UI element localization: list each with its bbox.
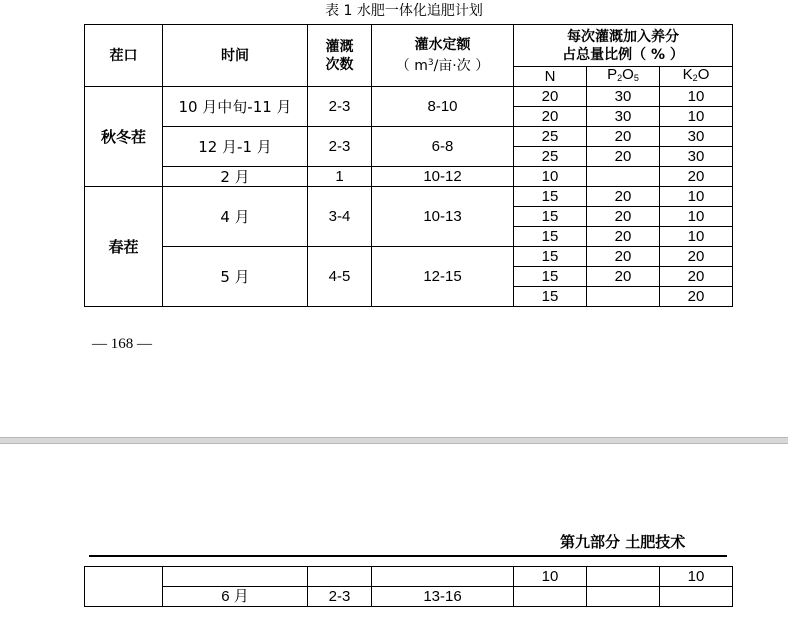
k2o-value-cell: 10	[660, 187, 733, 207]
n-value-cell: 15	[514, 187, 587, 207]
part-header: 第九部分 土肥技术	[560, 533, 686, 551]
count-cell: 2-3	[308, 127, 372, 167]
table-caption: 表 1 水肥一体化追肥计划	[325, 3, 483, 19]
n-value-cell: 20	[514, 87, 587, 107]
p2o5-value-cell: 20	[587, 127, 660, 147]
header-irrigation-count: 灌溉 次数	[308, 25, 372, 87]
time-cell: 2 月	[163, 167, 308, 187]
time-cell: 12 月-1 月	[163, 127, 308, 167]
header-stubble: 茬口	[85, 25, 163, 87]
time-cell: 5 月	[163, 247, 308, 307]
quota-cell: 6-8	[372, 127, 514, 167]
cont-cell	[372, 567, 514, 587]
header-rule	[89, 555, 727, 557]
cont-cell	[514, 587, 587, 607]
header-n: N	[514, 67, 587, 87]
n-value-cell: 15	[514, 227, 587, 247]
k2o-value-cell: 20	[660, 287, 733, 307]
quota-cell: 10-12	[372, 167, 514, 187]
stubble-cell: 春茬	[85, 187, 163, 307]
cont-cell: 2-3	[308, 587, 372, 607]
cont-cell: 10	[514, 567, 587, 587]
table-row	[85, 247, 733, 267]
k2o-value-cell: 30	[660, 147, 733, 167]
fertigation-plan-table	[84, 24, 733, 307]
header-time: 时间	[163, 25, 308, 87]
n-value-cell: 15	[514, 267, 587, 287]
cont-cell	[660, 587, 733, 607]
k2o-value-cell: 30	[660, 127, 733, 147]
page-number: — 168 —	[92, 336, 152, 352]
header-k2o: $K_2O$	[660, 67, 733, 87]
cont-cell	[85, 567, 163, 607]
n-value-cell: 15	[514, 247, 587, 267]
n-value-cell: 25	[514, 127, 587, 147]
p2o5-value-cell: 20	[587, 267, 660, 287]
k2o-value-cell: 10	[660, 87, 733, 107]
p2o5-value-cell: 30	[587, 87, 660, 107]
page-separator	[0, 437, 788, 444]
header-nutrient-ratio: 每次灌溉加入养分 占总量比例（ % ）	[514, 25, 733, 67]
cont-cell	[308, 567, 372, 587]
k2o-value-cell: 20	[660, 267, 733, 287]
n-value-cell: 15	[514, 207, 587, 227]
table-row	[85, 187, 733, 207]
p2o5-value-cell: 20	[587, 187, 660, 207]
cont-cell: 6 月	[163, 587, 308, 607]
stubble-cell: 秋冬茬	[85, 87, 163, 187]
quota-cell: 8-10	[372, 87, 514, 127]
cont-cell: 13-16	[372, 587, 514, 607]
p2o5-value-cell: 20	[587, 147, 660, 167]
time-cell: 10 月中旬-11 月	[163, 87, 308, 127]
quota-cell: 10-13	[372, 187, 514, 247]
n-value-cell: 10	[514, 167, 587, 187]
count-cell: 1	[308, 167, 372, 187]
continuation-table	[84, 566, 733, 607]
count-cell: 3-4	[308, 187, 372, 247]
table-row	[85, 127, 733, 147]
cont-cell	[587, 567, 660, 587]
k2o-value-cell: 20	[660, 247, 733, 267]
n-value-cell: 20	[514, 107, 587, 127]
n-value-cell: 15	[514, 287, 587, 307]
header-p2o5: $P_2O_5$	[587, 67, 660, 87]
n-value-cell: 25	[514, 147, 587, 167]
p2o5-value-cell: 20	[587, 207, 660, 227]
p2o5-value-cell: 30	[587, 107, 660, 127]
cont-cell	[587, 587, 660, 607]
cont-cell: 10	[660, 567, 733, 587]
cont-cell	[163, 567, 308, 587]
count-cell: 4-5	[308, 247, 372, 307]
p2o5-value-cell	[587, 287, 660, 307]
k2o-value-cell: 10	[660, 207, 733, 227]
table-row	[85, 87, 733, 107]
k2o-value-cell: 20	[660, 167, 733, 187]
p2o5-value-cell	[587, 167, 660, 187]
quota-cell: 12-15	[372, 247, 514, 307]
time-cell: 4 月	[163, 187, 308, 247]
k2o-value-cell: 10	[660, 107, 733, 127]
count-cell: 2-3	[308, 87, 372, 127]
table-body	[85, 87, 733, 307]
header-water-quota: 灌水定额 （ $m^3/$亩·次 ）	[372, 25, 514, 87]
p2o5-value-cell: 20	[587, 227, 660, 247]
table-row	[85, 167, 733, 187]
k2o-value-cell: 10	[660, 227, 733, 247]
p2o5-value-cell: 20	[587, 247, 660, 267]
